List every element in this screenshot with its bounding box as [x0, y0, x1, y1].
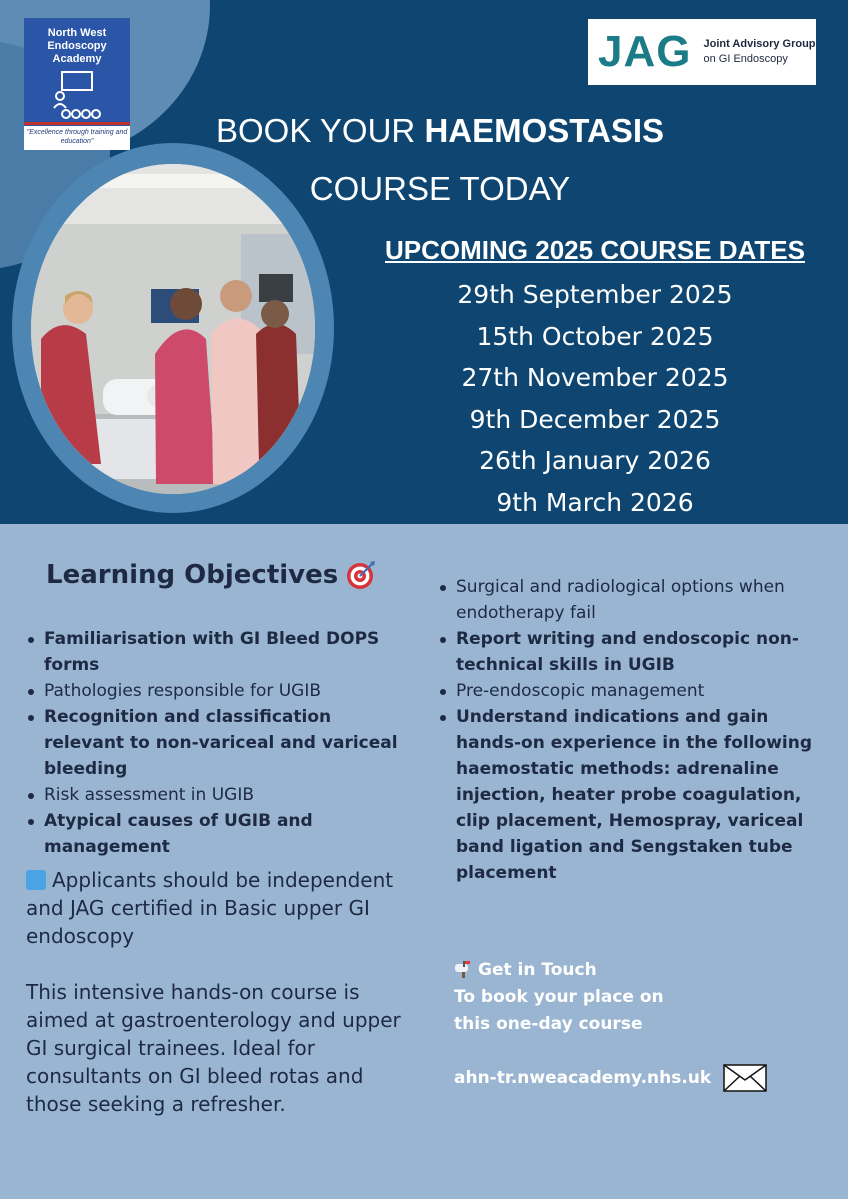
learning-objectives-heading: Learning Objectives: [46, 560, 376, 590]
objectives-left-list: [24, 626, 404, 860]
academy-tagline: "Excellence through training and education": [26, 129, 128, 145]
objective-item: Pathologies responsible for UGIB: [24, 678, 404, 704]
academy-logo: [24, 18, 130, 150]
course-date: 15th October 2025: [476, 321, 714, 351]
email-row: [454, 1064, 767, 1092]
classroom-icon: [52, 70, 104, 122]
logo-stripe: [24, 122, 130, 125]
course-date: 29th September 2025: [457, 280, 733, 309]
objective-item: Report writing and endoscopic non-technical skills in UGIB: [436, 626, 826, 678]
contact-section: Get in Touch To book your place on this one-day course: [454, 960, 664, 1034]
course-date: 9th March 2026: [496, 487, 694, 517]
course-description: This intensive hands-on course is aimed at gastroenterology and upper GI surgical trainees. Ideal for consultants on GI bleed rotas and those seeking a refresher.: [26, 980, 401, 1116]
objective-item: Familiarisation with GI Bleed DOPS forms: [24, 626, 404, 678]
training-photo: [31, 164, 315, 494]
objective-item: Risk assessment in UGIB: [24, 782, 404, 808]
training-room-illustration: [31, 164, 315, 494]
email-link[interactable]: ahn-tr.nweacademy.nhs.uk: [454, 1068, 712, 1088]
jag-logo: [588, 19, 816, 85]
course-date: 9th December 2025: [469, 404, 721, 434]
target-icon: [346, 560, 376, 590]
envelope-icon: [723, 1064, 767, 1092]
academy-logo-name: North West Endoscopy Academy: [47, 27, 107, 65]
page-title: BOOK YOUR HAEMOSTASIS COURSE TODAY: [215, 112, 665, 207]
jag-logo-text: Joint Advisory Group on GI Endoscopy: [703, 38, 816, 65]
objective-item: Understand indications and gain hands-on experience in the following haemostatic methods: adrenaline injection, heater probe coagulation, clip placement, Hemospray, variceal band ligation and Sengstaken tube placement: [436, 704, 826, 886]
academy-logo-panel: [24, 18, 130, 126]
objective-item: Atypical causes of UGIB and management: [24, 808, 404, 860]
objective-item: Recognition and classification relevant to non-variceal and variceal bleeding: [24, 704, 404, 782]
dates-title: UPCOMING 2025 COURSE DATES: [385, 235, 805, 265]
course-date: 27th November 2025: [461, 363, 729, 392]
mailbox-icon: [454, 960, 472, 978]
course-dates-list: [372, 274, 818, 523]
jag-logo-letters: JAG: [598, 27, 692, 76]
blue-square-icon: [26, 870, 46, 890]
course-date: 26th January 2026: [479, 446, 711, 475]
objectives-right-list: [436, 574, 826, 886]
applicants-requirement: Applicants should be independent and JAG certified in Basic upper GI endoscopy: [26, 868, 394, 948]
objective-item: Pre-endoscopic management: [436, 678, 826, 704]
objective-item: Surgical and radiological options when endotherapy fail: [436, 574, 826, 626]
